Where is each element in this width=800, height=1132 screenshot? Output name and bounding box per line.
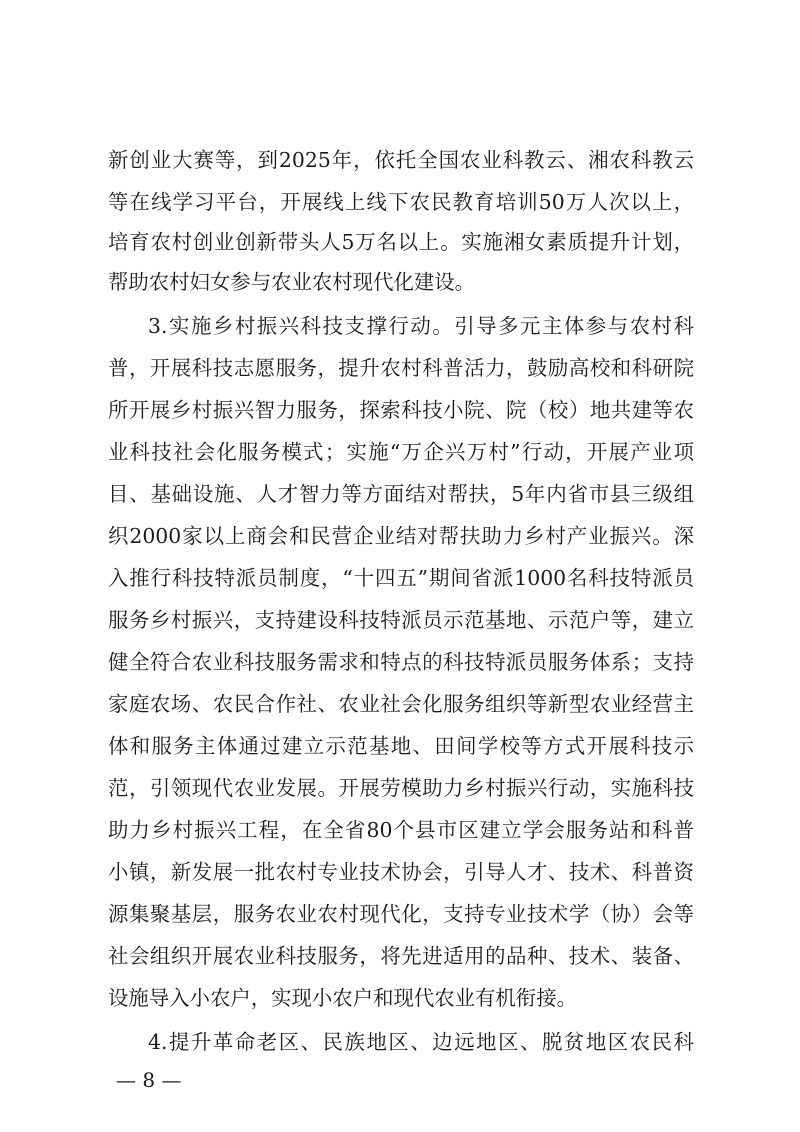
- paragraph-line: 目、基础设施、人才智力等方面结对帮扶，5年内省市县三级组: [108, 482, 694, 506]
- paragraph-line: 织2000家以上商会和民营企业结对帮扶助力乡村产业振兴。深: [108, 524, 694, 548]
- paragraph-line: 体和服务主体通过建立示范基地、田间学校等方式开展科技示: [108, 734, 694, 758]
- paragraph-line: 健全符合农业科技服务需求和特点的科技特派员服务体系；支持: [108, 650, 694, 674]
- paragraph-line: 帮助农村妇女参与农业农村现代化建设。: [108, 270, 476, 294]
- paragraph-line: 范，引领现代农业发展。开展劳模助力乡村振兴行动，实施科技: [108, 776, 694, 800]
- paragraph-line: 源集聚基层，服务农业农村现代化，支持专业技术学（协）会等: [108, 902, 694, 926]
- section-heading-line: 4.提升革命老区、民族地区、边远地区、脱贫地区农民科: [148, 1030, 694, 1054]
- paragraph-line: 小镇，新发展一批农村专业技术协会，引导人才、技术、科普资: [108, 860, 694, 884]
- section-heading-line: 3.实施乡村振兴科技支撑行动。引导多元主体参与农村科: [148, 314, 694, 338]
- paragraph-line: 服务乡村振兴，支持建设科技特派员示范基地、示范户等，建立: [108, 608, 694, 632]
- paragraph-line: 等在线学习平台，开展线上线下农民教育培训50万人次以上，: [108, 190, 694, 214]
- paragraph-line: 所开展乡村振兴智力服务，探索科技小院、院（校）地共建等农: [108, 398, 694, 422]
- paragraph-line: 业科技社会化服务模式；实施“万企兴万村”行动，开展产业项: [108, 440, 694, 464]
- paragraph-line: 新创业大赛等，到2025年，依托全国农业科教云、湘农科教云: [108, 148, 694, 172]
- paragraph-line: 家庭农场、农民合作社、农业社会化服务组织等新型农业经营主: [108, 692, 694, 716]
- page-number: — 8 —: [116, 1068, 182, 1092]
- paragraph-line: 助力乡村振兴工程，在全省80个县市区建立学会服务站和科普: [108, 818, 694, 842]
- paragraph-line: 社会组织开展农业科技服务，将先进适用的品种、技术、装备、: [108, 944, 694, 968]
- paragraph-line: 设施导入小农户，实现小农户和现代农业有机衔接。: [108, 986, 577, 1010]
- paragraph-line: 培育农村创业创新带头人5万名以上。实施湘女素质提升计划，: [108, 230, 694, 254]
- paragraph-line: 入推行科技特派员制度，“十四五”期间省派1000名科技特派员: [108, 566, 694, 590]
- paragraph-line: 普，开展科技志愿服务，提升农村科普活力，鼓励高校和科研院: [108, 356, 694, 380]
